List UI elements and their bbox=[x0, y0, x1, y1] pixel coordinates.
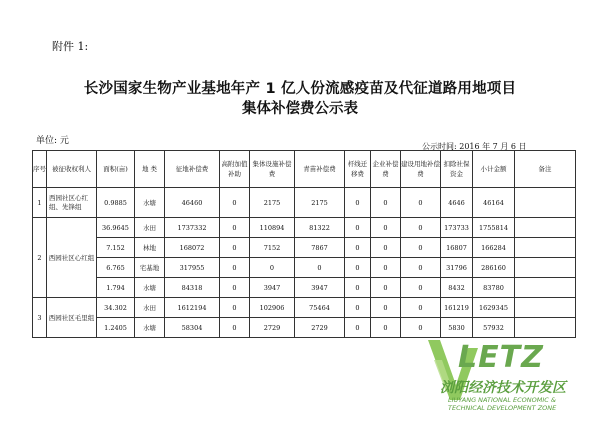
header-cell: 集体设施补偿费 bbox=[250, 151, 295, 188]
area-cell: 1.2405 bbox=[97, 318, 135, 338]
header-cell: 备注 bbox=[515, 151, 576, 188]
crop-cell: 2175 bbox=[295, 188, 345, 218]
land-type-cell: 水田 bbox=[135, 298, 165, 318]
land-type-cell: 林地 bbox=[135, 238, 165, 258]
social-cell: 161219 bbox=[441, 298, 473, 318]
compensation-cell: 84318 bbox=[165, 278, 220, 298]
page-title: 长沙国家生物产业基地年产 1 亿人份流感疫苗及代征道路用地项目 bbox=[83, 81, 517, 97]
remark-cell bbox=[515, 258, 576, 278]
enterprise-cell: 0 bbox=[371, 218, 401, 238]
facility-cell: 7152 bbox=[250, 238, 295, 258]
compensation-cell: 317955 bbox=[165, 258, 220, 278]
pole-cell: 0 bbox=[345, 318, 371, 338]
high-value-cell: 0 bbox=[220, 298, 250, 318]
subtotal-cell: 83780 bbox=[473, 278, 515, 298]
land-type-cell: 水塘 bbox=[135, 318, 165, 338]
crop-cell: 7867 bbox=[295, 238, 345, 258]
area-cell: 34.302 bbox=[97, 298, 135, 318]
construction-cell: 0 bbox=[401, 188, 441, 218]
publish-date: 公示时间: 2016 年 7 月 6 日 bbox=[422, 142, 527, 151]
header-cell: 被征收权利人 bbox=[47, 151, 97, 188]
header-cell: 企业补偿费 bbox=[371, 151, 401, 188]
compensation-cell: 58304 bbox=[165, 318, 220, 338]
crop-cell: 3947 bbox=[295, 278, 345, 298]
land-type-cell: 水塘 bbox=[135, 188, 165, 218]
high-value-cell: 0 bbox=[220, 238, 250, 258]
pole-cell: 0 bbox=[345, 298, 371, 318]
crop-cell: 0 bbox=[295, 258, 345, 278]
enterprise-cell: 0 bbox=[371, 298, 401, 318]
letz-logo-text: LETZ bbox=[458, 340, 544, 375]
table-header-row bbox=[33, 151, 576, 188]
construction-cell: 0 bbox=[401, 278, 441, 298]
header-cell: 扣除社保资金 bbox=[441, 151, 473, 188]
social-cell: 4646 bbox=[441, 188, 473, 218]
facility-cell: 2729 bbox=[250, 318, 295, 338]
pole-cell: 0 bbox=[345, 188, 371, 218]
compensation-cell: 168072 bbox=[165, 238, 220, 258]
table-row bbox=[33, 258, 576, 278]
pole-cell: 0 bbox=[345, 278, 371, 298]
land-type-cell: 水田 bbox=[135, 218, 165, 238]
row-number: 1 bbox=[33, 188, 47, 218]
high-value-cell: 0 bbox=[220, 188, 250, 218]
compensation-cell: 1612194 bbox=[165, 298, 220, 318]
remark-cell bbox=[515, 298, 576, 318]
zone-name-en-line1: LIUYANG NATIONAL ECONOMIC & bbox=[448, 396, 556, 404]
header-cell: 地 类 bbox=[135, 151, 165, 188]
facility-cell: 0 bbox=[250, 258, 295, 278]
table-row bbox=[33, 238, 576, 258]
header-cell: 杆线迁移费 bbox=[345, 151, 371, 188]
table-row bbox=[33, 188, 576, 218]
compensation-cell: 1737332 bbox=[165, 218, 220, 238]
compensation-cell: 46460 bbox=[165, 188, 220, 218]
attachment-label: 附件 1: bbox=[52, 40, 89, 53]
compensation-table bbox=[32, 150, 576, 338]
construction-cell: 0 bbox=[401, 298, 441, 318]
construction-cell: 0 bbox=[401, 238, 441, 258]
header-cell: 建设用地补偿费 bbox=[401, 151, 441, 188]
construction-cell: 0 bbox=[401, 218, 441, 238]
area-cell: 36.9645 bbox=[97, 218, 135, 238]
crop-cell: 75464 bbox=[295, 298, 345, 318]
subtotal-cell: 57932 bbox=[473, 318, 515, 338]
header-cell: 小计金额 bbox=[473, 151, 515, 188]
table-row bbox=[33, 218, 576, 238]
social-cell: 173733 bbox=[441, 218, 473, 238]
header-cell: 高附加值补助 bbox=[220, 151, 250, 188]
area-cell: 1.794 bbox=[97, 278, 135, 298]
subtotal-cell: 1755814 bbox=[473, 218, 515, 238]
remark-cell bbox=[515, 278, 576, 298]
construction-cell: 0 bbox=[401, 258, 441, 278]
table-row bbox=[33, 278, 576, 298]
zone-name-en bbox=[448, 396, 556, 412]
owner-cell: 西园社区毛里组 bbox=[47, 298, 97, 338]
table-row bbox=[33, 298, 576, 318]
high-value-cell: 0 bbox=[220, 318, 250, 338]
enterprise-cell: 0 bbox=[371, 188, 401, 218]
remark-cell bbox=[515, 218, 576, 238]
remark-cell bbox=[515, 188, 576, 218]
social-cell: 16807 bbox=[441, 238, 473, 258]
subtotal-cell: 1629345 bbox=[473, 298, 515, 318]
owner-cell: 西园社区心红组 bbox=[47, 218, 97, 298]
social-cell: 31796 bbox=[441, 258, 473, 278]
facility-cell: 102906 bbox=[250, 298, 295, 318]
pole-cell: 0 bbox=[345, 258, 371, 278]
enterprise-cell: 0 bbox=[371, 258, 401, 278]
crop-cell: 81322 bbox=[295, 218, 345, 238]
subtotal-cell: 46164 bbox=[473, 188, 515, 218]
subtotal-cell: 286160 bbox=[473, 258, 515, 278]
crop-cell: 2729 bbox=[295, 318, 345, 338]
pole-cell: 0 bbox=[345, 218, 371, 238]
area-cell: 0.9885 bbox=[97, 188, 135, 218]
remark-cell bbox=[515, 238, 576, 258]
pole-cell: 0 bbox=[345, 238, 371, 258]
zone-name-cn: 浏阳经济技术开发区 bbox=[440, 380, 566, 396]
enterprise-cell: 0 bbox=[371, 238, 401, 258]
zone-name-en-line2: TECHNICAL DEVELOPMENT ZONE bbox=[448, 404, 557, 412]
area-cell: 6.765 bbox=[97, 258, 135, 278]
facility-cell: 2175 bbox=[250, 188, 295, 218]
high-value-cell: 0 bbox=[220, 258, 250, 278]
area-cell: 7.152 bbox=[97, 238, 135, 258]
page-subtitle: 集体补偿费公示表 bbox=[242, 101, 358, 117]
unit-label: 单位: 元 bbox=[36, 136, 69, 146]
enterprise-cell: 0 bbox=[371, 278, 401, 298]
land-type-cell: 水塘 bbox=[135, 278, 165, 298]
header-cell: 面积(亩) bbox=[97, 151, 135, 188]
header-cell: 青苗补偿费 bbox=[295, 151, 345, 188]
row-number: 2 bbox=[33, 218, 47, 298]
header-cell: 序号 bbox=[33, 151, 47, 188]
enterprise-cell: 0 bbox=[371, 318, 401, 338]
facility-cell: 110894 bbox=[250, 218, 295, 238]
social-cell: 5830 bbox=[441, 318, 473, 338]
row-number: 3 bbox=[33, 298, 47, 338]
facility-cell: 3947 bbox=[250, 278, 295, 298]
high-value-cell: 0 bbox=[220, 218, 250, 238]
header-cell: 征地补偿费 bbox=[165, 151, 220, 188]
construction-cell: 0 bbox=[401, 318, 441, 338]
social-cell: 8432 bbox=[441, 278, 473, 298]
land-type-cell: 宅基地 bbox=[135, 258, 165, 278]
owner-cell: 西园社区心红组、先锋组 bbox=[47, 188, 97, 218]
subtotal-cell: 166284 bbox=[473, 238, 515, 258]
high-value-cell: 0 bbox=[220, 278, 250, 298]
